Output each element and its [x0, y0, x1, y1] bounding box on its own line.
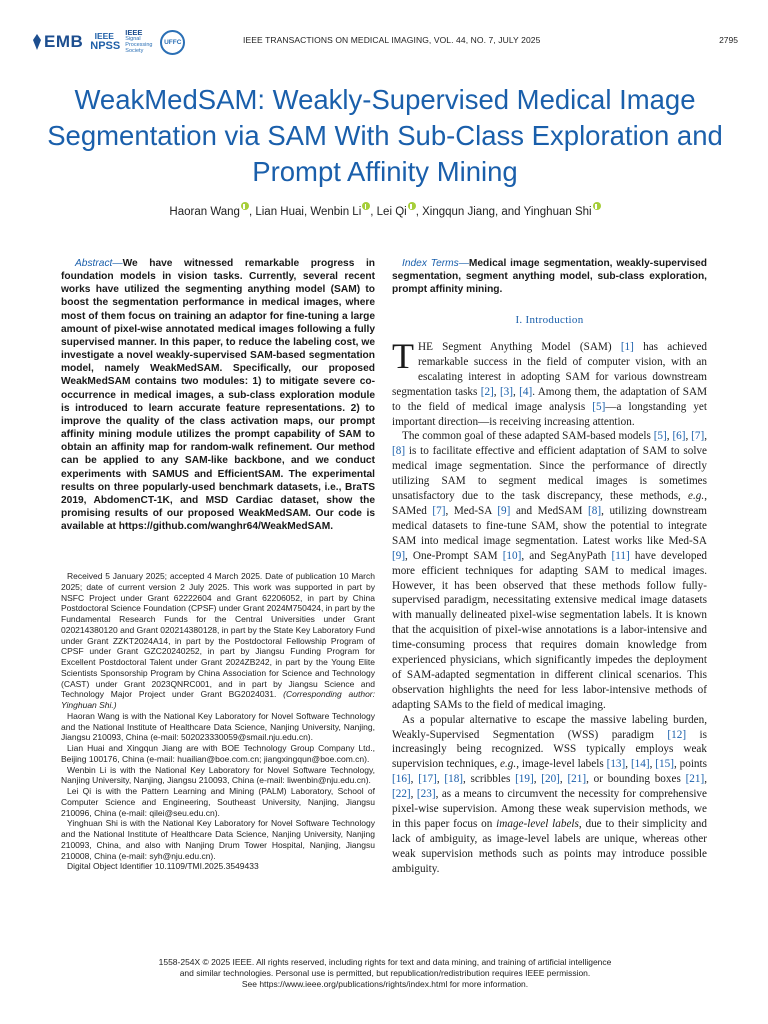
ieee-npss-logo: IEEE NPSS	[90, 31, 121, 52]
index-terms-label: Index Terms—	[402, 258, 469, 269]
emphasis: e.g.	[500, 758, 517, 771]
left-column	[61, 257, 375, 533]
citation-link[interactable]: [2]	[480, 385, 494, 398]
footnote-paragraph: Digital Object Identifier 10.1109/TMI.2025.3549433	[67, 861, 259, 872]
orcid-icon[interactable]	[408, 202, 416, 210]
citation-link[interactable]: [18]	[444, 773, 464, 786]
citation-link[interactable]: [12]	[667, 728, 687, 741]
citation-link[interactable]: [16]	[392, 773, 411, 786]
citation-link[interactable]: [11]	[611, 549, 630, 562]
emphasis: image-level labels	[496, 818, 579, 830]
footnote-paragraph: Received 5 January 2025; accepted 4 March 2025. Date of publication 10 March 2025; date of current version 2 July 2025. This work was supported in part by NSFC Project under Grant 62222604 and Grant 62206052, in part by China Postdoctoral Science Foundation (CPSF) under Grant 2024M750424, in part by the Fundamental Research Funds for the Central Universities under Grant 020214380120 and Grant 020214380128, in part by the State Key Laboratory Fund under Grant ZZKT2024A14, in part by the Postdoctoral Fellowship Program of CPSF under Grant GZC20240252, in part by Jiangsu Funding Program for Excellent Postdoctoral Talent under Grant 2024ZB242, in part by the Young Elite Scientists Sponsorship Program by China Association for Science and Technology (CAST) under Grant 2023QNRC001, and in part by Jiangsu Science and Technology Major Project under Grant BG2024031. (Corresponding author: Yinghuan Shi.)	[61, 571, 375, 710]
citation-link[interactable]: [22]	[392, 788, 411, 801]
abstract-text: We have witnessed remarkable progress in foundation models in vision tasks. Currently, several recent works have utilized the segmenting anything model (SAM) to boost the segmentation performance in medical images, where most of them focus on training an adaptor for fine-tuning a large amount of pixel-wise annotated medical images following a fully supervised manner. In this paper, to reduce the labeling cost, we investigate a novel weakly-supervised SAM-based segmentation model, namely WeakMedSAM. Specifically, our proposed WeakMedSAM contains two modules: 1) to mitigate severe co-occurrence in medical images, a sub-class exploration module is introduced to learn accurate feature representations. 2) to improve the quality of the class activation maps, our prompt affinity mining module utilizes the prompt capability of SAM to obtain an affinity map for random-walk refinement. Our method can be applied to any SAM-like backbone, and we conduct experiments with SAMUS and EfficientSAM. The experimental results on three popularly-used benchmark datasets, i.e., BraTS 2019, AbdomenCT-1K, and MSD Cardiac dataset, show the promising results of our proposed WeakMedSAM. Our code is available at https://github.com/wanghr64/WeakMedSAM.	[61, 258, 375, 533]
citation-link[interactable]: [23]	[416, 788, 436, 801]
citation-link[interactable]: [9]	[497, 504, 511, 517]
footnote-paragraph: Wenbin Li is with the National Key Laboratory for Novel Software Technology, Nanjing University, Nanjing, Jiangsu 210093, China (e-mail: liwenbin@nju.edu.cn).	[61, 764, 375, 786]
citation-link[interactable]: [17]	[418, 773, 437, 786]
abstract-label: Abstract—	[75, 258, 123, 269]
citation-link[interactable]: [5]	[592, 400, 606, 413]
author-name: Yinghuan Shi	[523, 206, 592, 218]
ieee-signal-processing-logo: IEEE Signal Processing Society	[125, 28, 153, 54]
citation-link[interactable]: [8]	[588, 504, 602, 517]
footnote-paragraph: Lei Qi is with the Pattern Learning and Mining (PALM) Laboratory, School of Computer Science and Engineering, Southeast University, Nanjing, Jiangsu 210096, China (e-mail: qilei@seu.edu.cn).	[61, 786, 375, 818]
orcid-icon[interactable]	[593, 202, 601, 210]
copyright-notice	[60, 957, 710, 989]
author-name: Lian Huai	[255, 206, 304, 218]
emb-mark-icon	[32, 34, 42, 50]
citation-link[interactable]: [6]	[672, 430, 686, 443]
citation-link[interactable]: [21]	[567, 773, 587, 786]
citation-link[interactable]: [20]	[541, 773, 560, 786]
footnote-paragraph: Yinghuan Shi is with the National Key Laboratory for Novel Software Technology and the National Institute of Healthcare Data Science, Nanjing University, Nanjing 210093, China, and also with Nanjing Drum Tower Hospital, Nanjing, Jiangsu 210008, China (e-mail: syh@nju.edu.cn).	[61, 818, 375, 861]
drop-cap: T	[392, 336, 414, 376]
citation-link[interactable]: [5]	[653, 430, 667, 443]
orcid-icon[interactable]	[241, 202, 249, 210]
index-terms	[392, 257, 707, 296]
right-column	[392, 257, 707, 296]
introduction-body	[392, 336, 708, 877]
body-paragraph: As a popular alternative to escape the massive labeling burden, Weakly-Supervised Segmentation (WSS) paradigm [12] is increasingly being recognized. WSS typically employs weak supervision techniques, e.g., image-level labels [13], [14], [15], points [16], [17], [18], scribbles [19], [20], [21], or bounding boxes [21], [22], [23], as a means to circumvent the necessity for comprehensive pixel-wise supervision. Among these weak supervision methods, we in this paper focus on image-level labels, due to their simplicity and lack of ambiguity, as image-level labels are unique, whereas other weak supervision methods such as points may introduce possible ambiguity.	[392, 713, 707, 875]
orcid-icon[interactable]	[362, 202, 370, 210]
footnotes	[61, 571, 375, 872]
citation-link[interactable]: [7]	[432, 504, 446, 517]
body-paragraph: The common goal of these adapted SAM-based models [5], [6], [7], [8] is to facilitate effective and efficient adaptation of SAM to solve medical image segmentation. Since the performance of directly utilizing SAM to segment medical images is sometimes unsatisfactory due to the task discrepancy, these methods, e.g., SAMed [7], Med-SA [9] and MedSAM [8], utilizing downstream medical datasets to fine-tune SAM, show the potential to integrate SAM into medical image segmentation. Latest works like Med-SA [9], One-Prompt SAM [10], and SegAnyPath [11] have developed more efficient techniques for adapting SAM to medical images. However, it has been observed that these methods follow fully-supervised paradigm, necessitating extensive medical image datasets with manually delineated pixel-wise segmentation labels. It is known that the acquisition of pixel-wise annotations is a labor-intensive and time-consuming process that requires domain knowledge from experienced physicians, which significantly impedes the deployment of SAM-adapted segmentation in different clinical scenarios. This observation highlights the need for less labor-intensive methods of adapting SAMs to the field of medical imaging.	[392, 430, 708, 711]
citation-link[interactable]: [14]	[630, 758, 650, 771]
index-terms-text: Medical image segmentation, weakly-supervised segmentation, segment anything model, sub-class exploration, prompt affinity mining.	[392, 258, 707, 296]
page-number: 2795	[719, 35, 738, 45]
society-logos	[32, 24, 185, 60]
author-name: Wenbin Li	[310, 206, 362, 218]
author-list: Haoran Wang , Lian Huai, Wenbin Li , Lei Qi , Xingqun Jiang, and Yinghuan Shi	[40, 202, 730, 218]
footnote-paragraph: Lian Huai and Xingqun Jiang are with BOE Technology Group Company Ltd., Beijing 100176, China (e-mail: huailian@boe.com.cn; jiangxingqun@boe.com.cn).	[61, 743, 375, 764]
emphasis: e.g.	[688, 490, 705, 503]
section-heading-introduction: I. Introduction	[515, 314, 584, 326]
copyright-line: and similar technologies. Personal use is permitted, but republication/redistribution requires IEEE permission.	[179, 967, 591, 978]
citation-link[interactable]: [7]	[691, 430, 705, 443]
abstract	[61, 257, 375, 533]
uffc-logo: UFFC	[160, 30, 185, 55]
citation-link[interactable]: [9]	[392, 549, 406, 562]
copyright-line: See https://www.ieee.org/publications/rights/index.html for more information.	[241, 978, 529, 989]
author-name: Xingqun Jiang	[422, 206, 495, 218]
author-name: Haoran Wang	[169, 206, 240, 218]
footnote-paragraph: Haoran Wang is with the National Key Laboratory for Novel Software Technology and the National Institute of Healthcare Data Science, Nanjing University, Nanjing, Jiangsu 210093, China (e-mail: 502023330059@smail.nju.edu.cn).	[61, 710, 375, 743]
paper-title: WeakMedSAM: Weakly-Supervised Medical Image Segmentation via SAM With Sub-Class Exploration and Prompt Affinity Mining	[47, 84, 723, 187]
emb-logo: EMB	[32, 32, 83, 52]
citation-link[interactable]: [13]	[606, 758, 626, 771]
citation-link[interactable]: [15]	[655, 758, 674, 771]
citation-link[interactable]: [10]	[502, 549, 522, 562]
body-paragraph: THE Segment Anything Model (SAM) [1] has achieved remarkable success in the field of computer vision, with an escalating interest in adopting SAM for various downstream segmentation tasks [2], [3], [4]. Among them, the adaptation of SAM to the field of medical image analysis [5]—a longstanding yet important direction—is receiving increasing attention.	[392, 336, 708, 428]
journal-citation: IEEE TRANSACTIONS ON MEDICAL IMAGING, VOL. 44, NO. 7, JULY 2025	[243, 35, 541, 45]
citation-link[interactable]: [1]	[620, 341, 634, 353]
citation-link[interactable]: [19]	[515, 773, 534, 786]
citation-link[interactable]: [21]	[685, 773, 705, 786]
citation-link[interactable]: [3]	[499, 385, 513, 398]
citation-link[interactable]: [8]	[392, 445, 406, 458]
citation-link[interactable]: [4]	[519, 385, 533, 398]
author-name: Lei Qi	[376, 206, 407, 218]
page-header	[32, 24, 738, 60]
copyright-line: 1558-254X © 2025 IEEE. All rights reserved, including rights for text and data mining, and training of artificial intelligence	[158, 957, 612, 967]
